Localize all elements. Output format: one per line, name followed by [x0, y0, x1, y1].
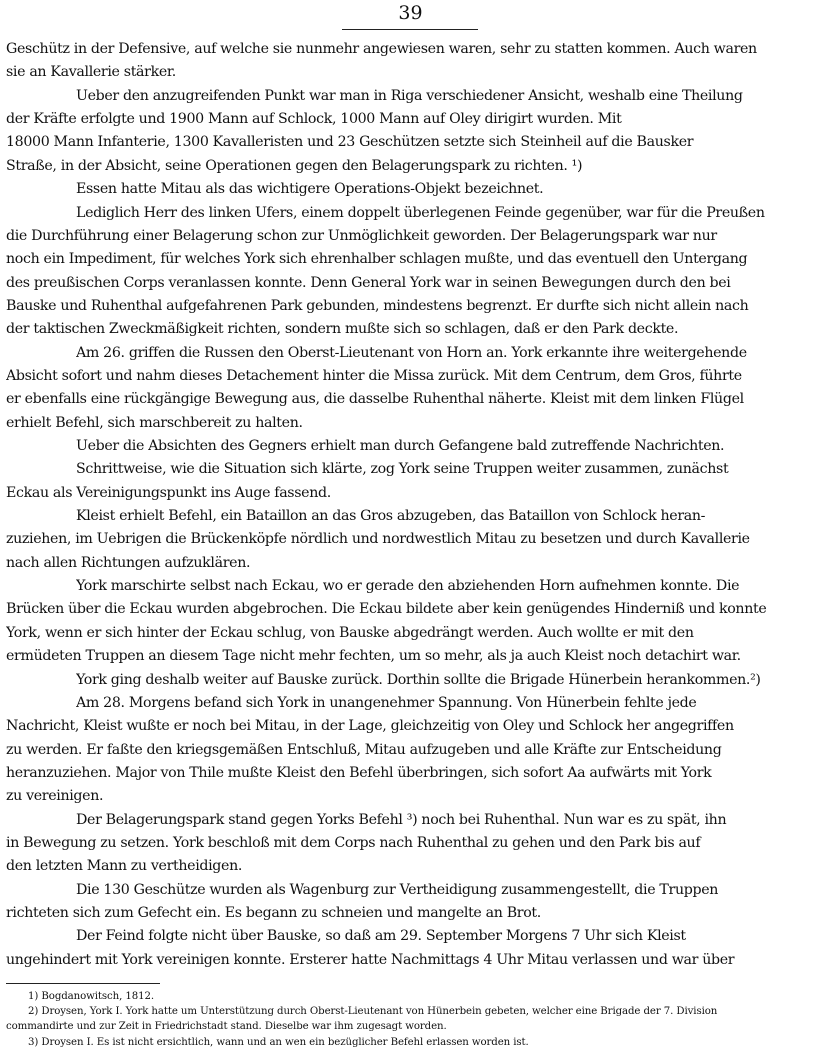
text-line: er ebenfalls eine rückgängige Bewegung aus, die dasselbe Ruhenthal näherte. Kleist mit dem linken Flügel	[6, 391, 744, 408]
text-line: zuziehen, im Uebrigen die Brückenköpfe nördlich und nordwestlich Mitau zu besetzen und durch Kavallerie	[6, 531, 750, 548]
text-line: ermüdeten Truppen an diesem Tage nicht mehr fechten, um so mehr, als ja auch Kleist noch detachirt war.	[6, 648, 741, 665]
text-line: York, wenn er sich hinter der Eckau schlug, von Bauske abgedrängt werden. Auch wollte er mit den	[6, 624, 694, 641]
text-line: York marschirte selbst nach Eckau, wo er gerade den abziehenden Horn aufnehmen konnte. Die	[76, 578, 740, 595]
text-line: York ging deshalb weiter auf Bauske zurück. Dorthin sollte die Brigade Hünerbein herankommen.²)	[76, 671, 761, 688]
text-line: Absicht sofort und nahm dieses Detachement hinter die Missa zurück. Mit dem Centrum, dem Gros, führte	[6, 367, 742, 384]
header-rule	[342, 29, 478, 30]
text-line: Lediglich Herr des linken Ufers, einem doppelt überlegenen Feinde gegenüber, war für die Preußen	[76, 204, 765, 221]
footnote-line: 3) Droysen I. Es ist nicht ersichtlich, wann und an wen ein bezüglicher Befehl erlassen worden ist.	[28, 1036, 529, 1048]
text-line: heranzuziehen. Major von Thile mußte Kleist den Befehl überbringen, sich sofort Aa aufwärts mit York	[6, 764, 712, 781]
text-line: Eckau als Vereinigungspunkt ins Auge fassend.	[6, 484, 331, 501]
text-line: zu werden. Er faßte den kriegsgemäßen Entschluß, Mitau aufzugeben und alle Kräfte zur Entscheidung	[6, 741, 722, 758]
footnote-rule	[6, 983, 160, 984]
text-line: zu vereinigen.	[6, 788, 104, 805]
text-line: Straße, in der Absicht, seine Operationen gegen den Belagerungspark zu richten. ¹)	[6, 157, 583, 174]
text-line: Ueber den anzugreifenden Punkt war man in Riga verschiedener Ansicht, weshalb eine Theilung	[76, 87, 743, 104]
text-line: Kleist erhielt Befehl, ein Bataillon an das Gros abzugeben, das Bataillon von Schlock heran-	[76, 508, 706, 524]
text-line: 18000 Mann Infanterie, 1300 Kavalleristen und 23 Geschützen setzte sich Steinheil auf die Bausker	[6, 134, 694, 151]
text-line: die Durchführung einer Belagerung schon zur Unmöglichkeit geworden. Der Belagerungspark war nur	[6, 227, 717, 244]
footnote-line: commandirte und zur Zeit in Friedrichstadt stand. Dieselbe war ihm zugesagt worden.	[6, 1021, 447, 1033]
text-line: Essen hatte Mitau als das wichtigere Operations-Objekt bezeichnet.	[76, 181, 544, 198]
text-line: nach allen Richtungen aufzuklären.	[6, 554, 251, 571]
text-line: des preußischen Corps veranlassen konnte. Denn General York war in seinen Bewegungen durch den bei	[6, 274, 731, 291]
footnote-line: 2) Droysen, York I. York hatte um Unterstützung durch Oberst-Lieutenant von Hünerbein gebeten, welcher eine Brigade der 7. Division	[28, 1006, 718, 1018]
text-line: ungehindert mit York vereinigen konnte. Ersterer hatte Nachmittags 4 Uhr Mitau verlassen und war über	[6, 951, 735, 968]
text-line: in Bewegung zu setzen. York beschloß mit dem Corps nach Ruhenthal zu gehen und den Park bis auf	[6, 834, 701, 851]
text-line: noch ein Impediment, für welches York sich ehrenhalber schlagen mußte, und das eventuell den Untergang	[6, 251, 748, 268]
text-line: Am 26. griffen die Russen den Oberst-Lieutenant von Horn an. York erkannte ihre weitergehende	[76, 344, 747, 361]
text-line: der Kräfte erfolgte und 1900 Mann auf Schlock, 1000 Mann auf Oley dirigirt wurden. Mit	[6, 111, 622, 128]
text-line: erhielt Befehl, sich marschbereit zu halten.	[6, 414, 303, 431]
text-line: Brücken über die Eckau wurden abgebrochen. Die Eckau bildete aber kein genügendes Hinderniß und konnte	[6, 601, 767, 618]
text-line: Die 130 Geschütze wurden als Wagenburg zur Vertheidigung zusammengestellt, die Truppen	[76, 881, 719, 898]
text-line: Am 28. Morgens befand sich York in unangenehmer Spannung. Von Hünerbein fehlte jede	[76, 694, 697, 711]
text-line: Der Belagerungspark stand gegen Yorks Befehl ³) noch bei Ruhenthal. Nun war es zu spät, ihn	[76, 811, 727, 828]
text-line: Schrittweise, wie die Situation sich klärte, zog York seine Truppen weiter zusammen, zunächst	[76, 461, 729, 478]
text-line: den letzten Mann zu vertheidigen.	[6, 858, 243, 875]
text-line: Geschütz in der Defensive, auf welche sie nunmehr angewiesen waren, sehr zu statten kommen. Auch waren	[6, 41, 757, 57]
page-number: 39	[398, 2, 423, 24]
text-line: der taktischen Zweckmäßigkeit richten, sondern mußte sich so schlagen, daß er den Park deckte.	[6, 321, 679, 338]
text-line: Nachricht, Kleist wußte er noch bei Mitau, in der Lage, gleichzeitig von Oley und Schlock her angegriffen	[6, 718, 734, 735]
text-line: Ueber die Absichten des Gegners erhielt man durch Gefangene bald zutreffende Nachrichten.	[76, 438, 725, 454]
footnote-line: 1) Bogdanowitsch, 1812.	[28, 991, 155, 1002]
text-line: richteten sich zum Gefecht ein. Es begann zu schneien und mangelte an Brot.	[6, 905, 541, 921]
text-line: sie an Kavallerie stärker.	[6, 64, 176, 81]
text-line: Bauske und Ruhenthal aufgefahrenen Park gebunden, mindestens begrenzt. Er durfte sich nicht allein nach	[6, 297, 749, 314]
text-line: Der Feind folgte nicht über Bauske, so daß am 29. September Morgens 7 Uhr sich Kleist	[76, 928, 686, 945]
